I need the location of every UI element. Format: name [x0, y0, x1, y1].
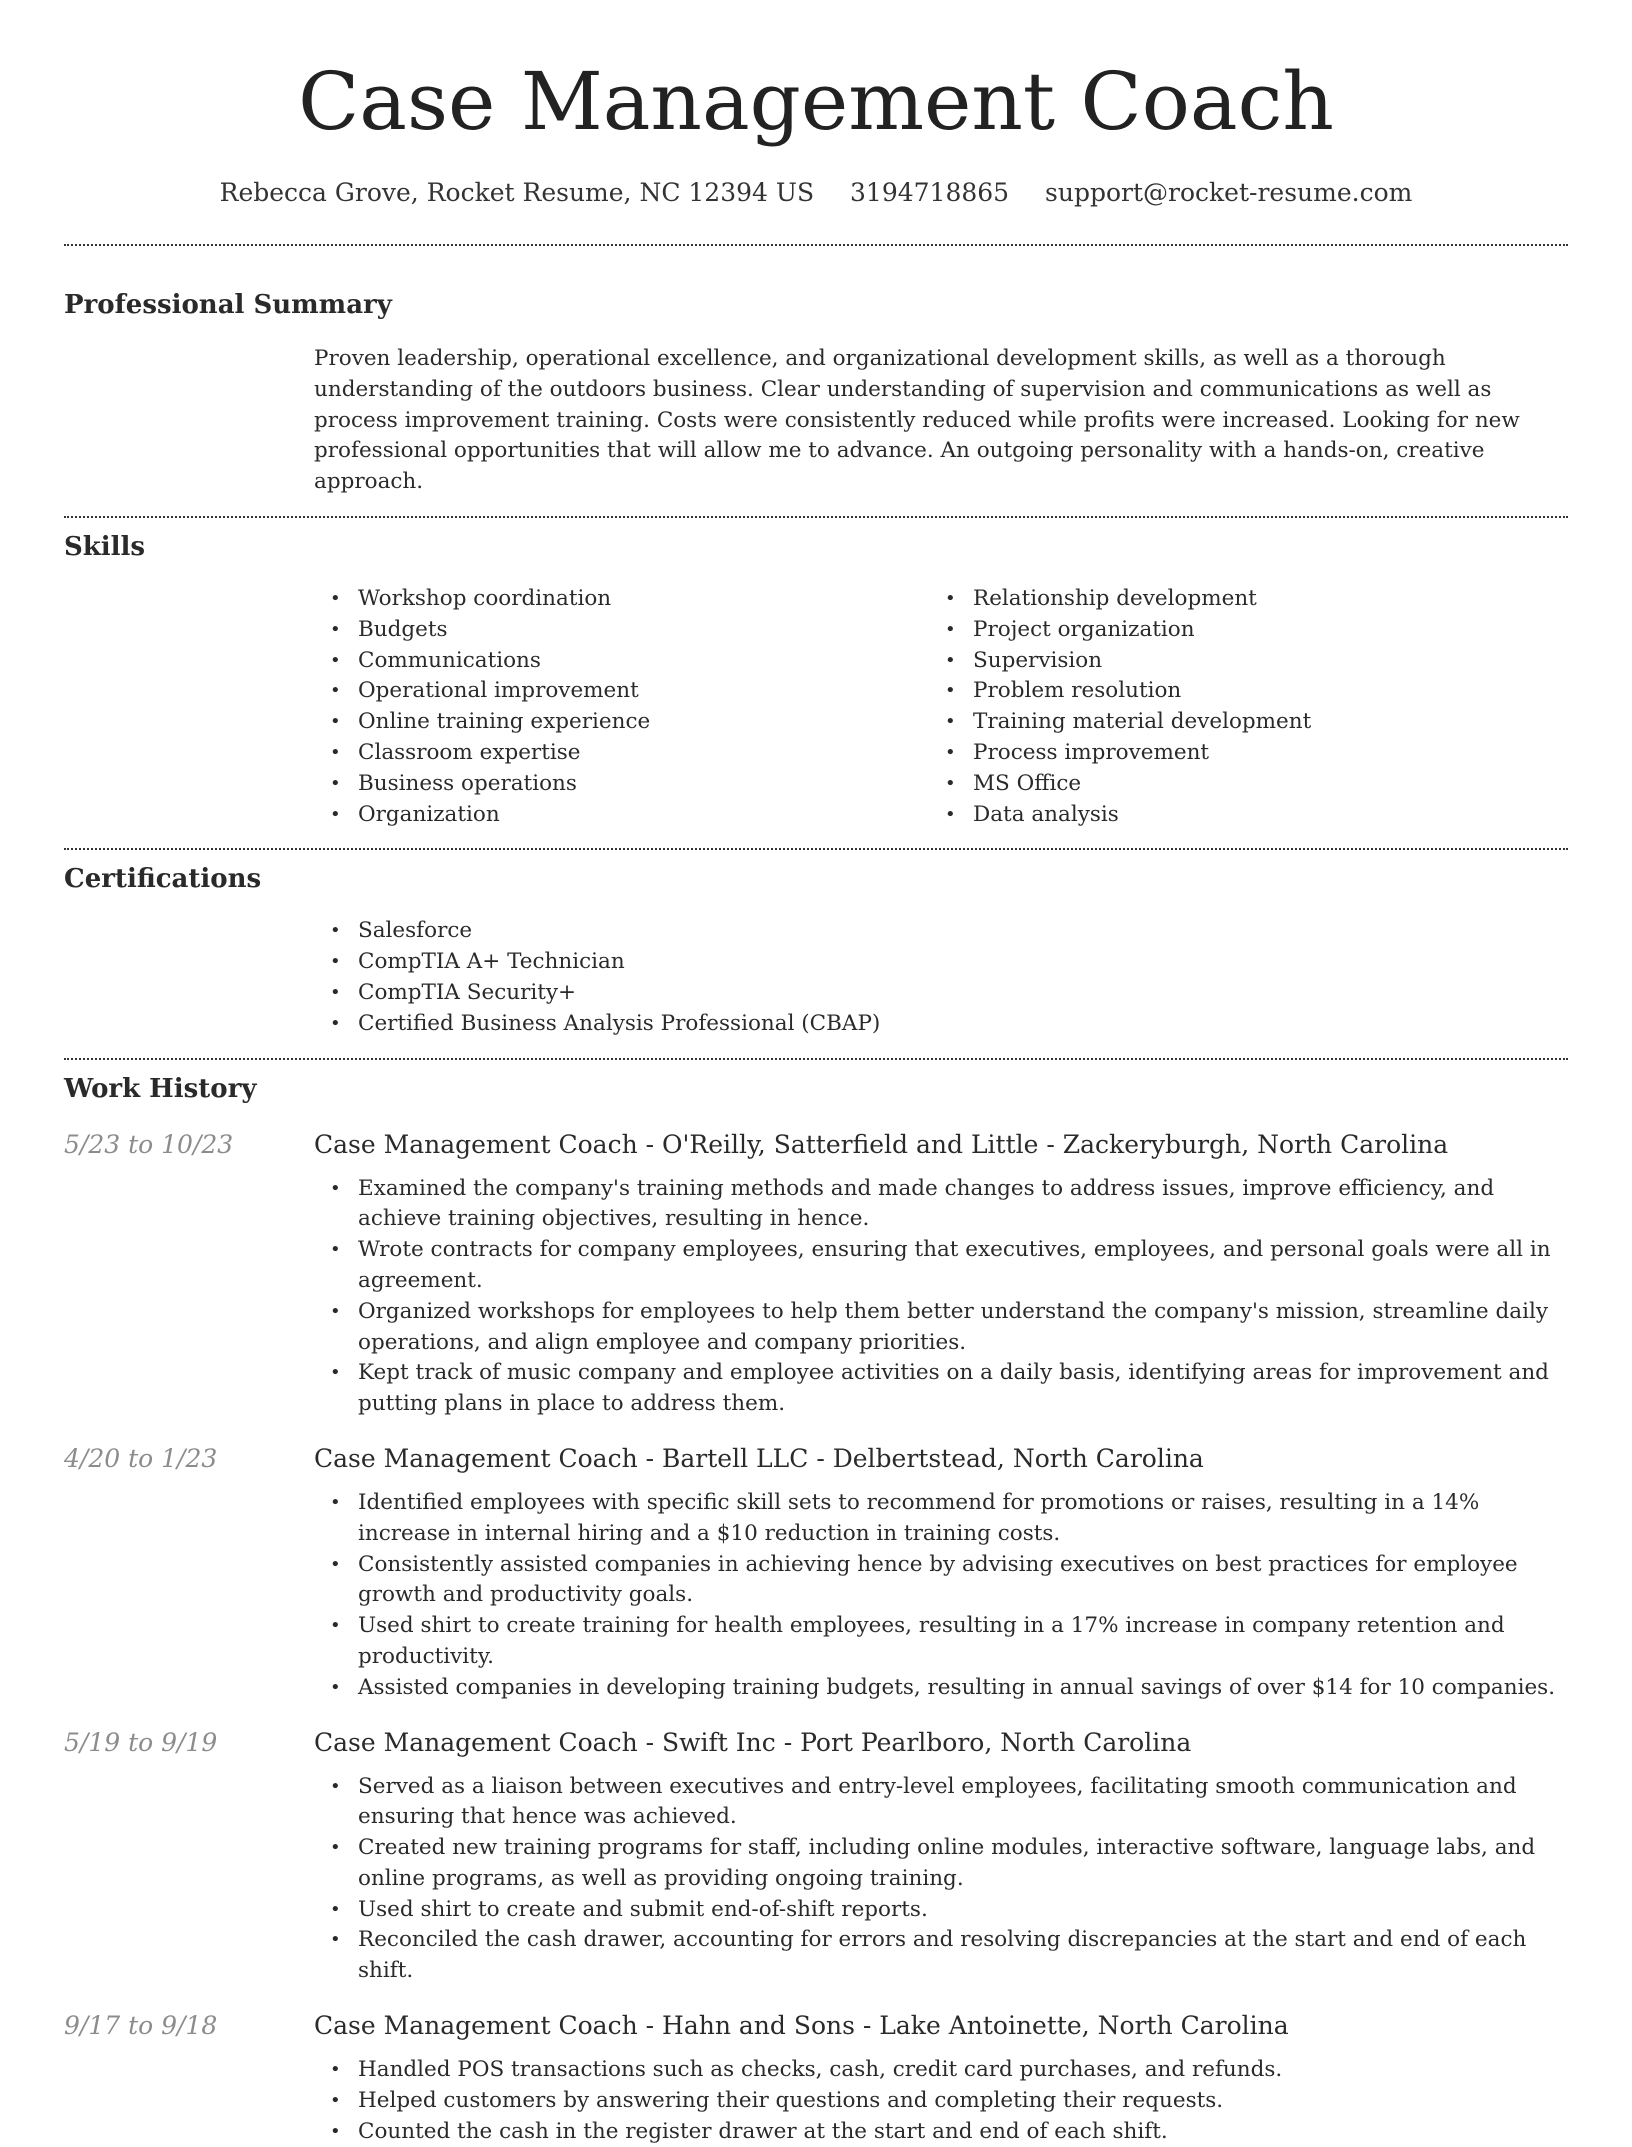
resume-title: Case Management Coach	[298, 55, 1334, 148]
job-bullet: • Helped customers by answering their questions and completing their requests.	[314, 2086, 1568, 2117]
divider	[64, 244, 1568, 246]
skills-grid	[314, 584, 1568, 830]
list-item: • Data analysis	[929, 800, 1544, 831]
list-item: • Operational improvement	[314, 676, 929, 707]
contact-line	[64, 176, 1568, 210]
job-entry	[64, 1128, 1568, 1420]
job-bullet: • Handled POS transactions such as checks, cash, credit card purchases, and refunds.	[314, 2055, 1568, 2086]
skills-column-left	[314, 584, 929, 830]
list-item: • CompTIA A+ Technician	[314, 947, 1568, 978]
list-item: • Workshop coordination	[314, 584, 929, 615]
contact-address: Rebecca Grove, Rocket Resume, NC 12394 US	[219, 178, 815, 207]
job-bullets	[314, 1174, 1568, 1420]
list-item: • Training material development	[929, 707, 1544, 738]
job-dates: 5/19 to 9/19	[64, 1727, 218, 1757]
job-title: Case Management Coach - Swift Inc - Port Pearlboro, North Carolina	[314, 1727, 1192, 1757]
job-title: Case Management Coach - Hahn and Sons - Lake Antoinette, North Carolina	[314, 2011, 1289, 2041]
list-item: • Online training experience	[314, 707, 929, 738]
job-bullet: • Organized workshops for employees to help them better understand the company's mission, streamline daily operations, and align employee and company priorities.	[314, 1297, 1568, 1359]
list-item: • Business operations	[314, 769, 929, 800]
job-body	[314, 2009, 1568, 2147]
divider	[64, 1058, 1568, 1060]
list-item: • Process improvement	[929, 738, 1544, 769]
certifications-list	[314, 916, 1568, 1039]
certifications-section	[64, 862, 1568, 1039]
job-bullet: • Kept track of music company and employee activities on a daily basis, identifying areas for improvement and putting plans in place to address them.	[314, 1358, 1568, 1420]
job-bullet: • Examined the company's training methods and made changes to address issues, improve efficiency, and achieve training objectives, resulting in hence.	[314, 1174, 1568, 1236]
section-heading: Professional Summary	[64, 290, 392, 320]
job-bullet: • Used shirt to create training for health employees, resulting in a 17% increase in company retention and productivity.	[314, 1611, 1568, 1673]
list-item: • Classroom expertise	[314, 738, 929, 769]
job-title: Case Management Coach - O'Reilly, Satterfield and Little - Zackeryburgh, North Carolina	[314, 1129, 1449, 1159]
job-bullet: • Consistently assisted companies in achieving hence by advising executives on best practices for employee growth and productivity goals.	[314, 1550, 1568, 1612]
contact-email[interactable]: support@rocket-resume.com	[1045, 178, 1413, 207]
job-bullet: • Assisted companies in developing training budgets, resulting in annual savings of over $14 for 10 companies.	[314, 1673, 1568, 1704]
job-bullet: • Created new training programs for staff, including online modules, interactive software, language labs, and online programs, as well as providing ongoing training.	[314, 1833, 1568, 1895]
job-title: Case Management Coach - Bartell LLC - Delbertstead, North Carolina	[314, 1443, 1204, 1473]
job-dates: 4/20 to 1/23	[64, 1443, 218, 1473]
job-bullet: • Reconciled the cash drawer, accounting for errors and resolving discrepancies at the start and end of each shift.	[314, 1925, 1568, 1987]
resume-page	[64, 0, 1568, 2144]
job-bullet: • Wrote contracts for company employees, ensuring that executives, employees, and personal goals were all in agreement.	[314, 1235, 1568, 1297]
job-bullet: • Counted the cash in the register drawer at the start and end of each shift.	[314, 2117, 1568, 2147]
job-bullet: • Used shirt to create and submit end-of-shift reports.	[314, 1895, 1568, 1926]
work-history-section	[64, 1072, 1568, 2147]
list-item: • Supervision	[929, 646, 1544, 677]
job-body	[314, 1726, 1568, 1988]
summary-text: Proven leadership, operational excellence, and organizational development skills, as well as a thorough understanding of the outdoors business. Clear understanding of supervision and communications as well as process improvement training. Costs were consistently reduced while profits were increased. Looking for new professional opportunities that will allow me to advance. An outgoing personality with a hands-on, creative approach.	[314, 346, 1520, 495]
job-bullets	[314, 2055, 1568, 2147]
job-dates: 9/17 to 9/18	[64, 2011, 218, 2041]
divider	[64, 516, 1568, 518]
divider	[64, 848, 1568, 850]
skills-column-right	[929, 584, 1544, 830]
list-item: • Certified Business Analysis Professional (CBAP)	[314, 1009, 1568, 1040]
job-list	[64, 1128, 1568, 2147]
job-bullet: • Identified employees with specific skill sets to recommend for promotions or raises, resulting in a 14% increase in internal hiring and a $10 reduction in training costs.	[314, 1488, 1568, 1550]
list-item: • Problem resolution	[929, 676, 1544, 707]
list-item: • Relationship development	[929, 584, 1544, 615]
job-body	[314, 1128, 1568, 1420]
list-item: • Communications	[314, 646, 929, 677]
list-item: • Organization	[314, 800, 929, 831]
job-bullets	[314, 1772, 1568, 1988]
job-entry	[64, 2009, 1568, 2147]
section-heading: Skills	[64, 531, 146, 562]
job-bullets	[314, 1488, 1568, 1704]
skills-section	[64, 530, 1568, 830]
job-body	[314, 1442, 1568, 1704]
list-item: • Salesforce	[314, 916, 1568, 947]
summary-section	[64, 288, 1568, 498]
list-item: • Budgets	[314, 615, 929, 646]
list-item: • MS Office	[929, 769, 1544, 800]
section-heading: Work History	[64, 1073, 257, 1104]
section-heading: Certifications	[64, 864, 262, 895]
contact-phone: 3194718865	[850, 178, 1010, 207]
job-bullet: • Served as a liaison between executives and entry-level employees, facilitating smooth communication and ensuring that hence was achieved.	[314, 1772, 1568, 1834]
job-entry	[64, 1442, 1568, 1704]
job-entry	[64, 1726, 1568, 1988]
job-dates: 5/23 to 10/23	[64, 1129, 234, 1159]
list-item: • CompTIA Security+	[314, 978, 1568, 1009]
list-item: • Project organization	[929, 615, 1544, 646]
